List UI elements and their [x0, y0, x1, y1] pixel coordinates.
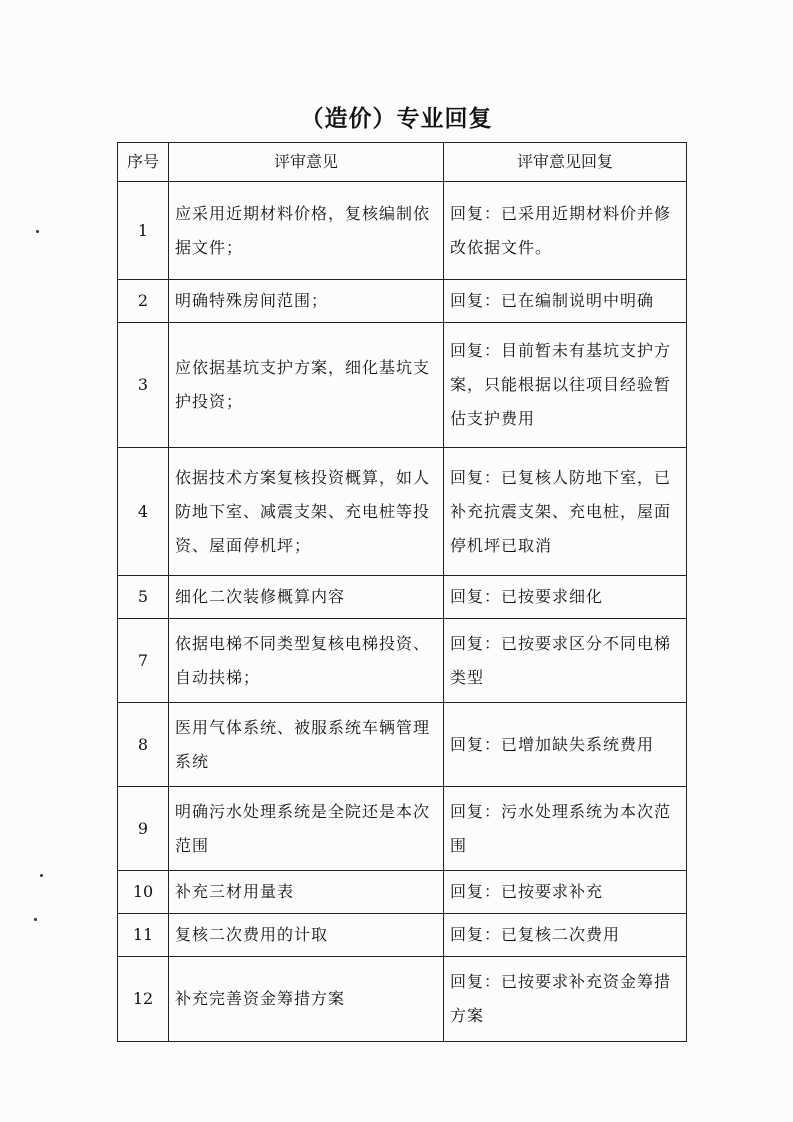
table-row [118, 280, 687, 323]
review-reply: 回复：已复核人防地下室，已补充抗震支架、充电桩，屋面停机坪已取消 [444, 448, 687, 576]
row-number: 12 [118, 957, 169, 1042]
row-number: 10 [118, 871, 169, 914]
header-opinion: 评审意见 [169, 143, 444, 182]
row-number: 11 [118, 914, 169, 957]
table-row [118, 182, 687, 280]
row-number: 8 [118, 703, 169, 787]
review-reply: 回复：污水处理系统为本次范围 [444, 787, 687, 871]
review-opinion: 补充三材用量表 [169, 871, 444, 914]
review-opinion: 应采用近期材料价格，复核编制依据文件； [169, 182, 444, 280]
row-number: 7 [118, 619, 169, 703]
table-row [118, 914, 687, 957]
review-opinion: 依据技术方案复核投资概算，如人防地下室、减震支架、充电桩等投资、屋面停机坪； [169, 448, 444, 576]
review-opinion: 医用气体系统、被服系统车辆管理系统 [169, 703, 444, 787]
scan-speck [36, 230, 39, 233]
row-number: 9 [118, 787, 169, 871]
table-row [118, 576, 687, 619]
scan-speck [34, 918, 37, 921]
review-reply: 回复：已按要求区分不同电梯类型 [444, 619, 687, 703]
review-opinion: 细化二次装修概算内容 [169, 576, 444, 619]
row-number: 1 [118, 182, 169, 280]
review-reply: 回复：目前暂未有基坑支护方案，只能根据以往项目经验暂估支护费用 [444, 323, 687, 448]
scan-speck [40, 874, 43, 877]
table-header-row [118, 143, 687, 182]
table-row [118, 871, 687, 914]
row-number: 3 [118, 323, 169, 448]
header-no: 序号 [118, 143, 169, 182]
review-reply: 回复：已按要求补充资金筹措方案 [444, 957, 687, 1042]
review-opinion: 应依据基坑支护方案，细化基坑支护投资； [169, 323, 444, 448]
table-row [118, 619, 687, 703]
review-table [117, 142, 687, 1042]
review-opinion: 依据电梯不同类型复核电梯投资、自动扶梯； [169, 619, 444, 703]
table-row [118, 957, 687, 1042]
row-number: 5 [118, 576, 169, 619]
row-number: 4 [118, 448, 169, 576]
table-row [118, 787, 687, 871]
review-reply: 回复：已增加缺失系统费用 [444, 703, 687, 787]
header-reply: 评审意见回复 [444, 143, 687, 182]
table-row [118, 703, 687, 787]
review-reply: 回复：已按要求补充 [444, 871, 687, 914]
review-opinion: 复核二次费用的计取 [169, 914, 444, 957]
review-reply: 回复：已按要求细化 [444, 576, 687, 619]
page-title: （造价）专业回复 [300, 106, 493, 132]
review-reply: 回复：已采用近期材料价并修改依据文件。 [444, 182, 687, 280]
table-row [118, 448, 687, 576]
review-opinion: 明确污水处理系统是全院还是本次范围 [169, 787, 444, 871]
review-opinion: 明确特殊房间范围； [169, 280, 444, 323]
table-row [118, 323, 687, 448]
review-opinion: 补充完善资金筹措方案 [169, 957, 444, 1042]
row-number: 2 [118, 280, 169, 323]
review-reply: 回复：已复核二次费用 [444, 914, 687, 957]
review-reply: 回复：已在编制说明中明确 [444, 280, 687, 323]
